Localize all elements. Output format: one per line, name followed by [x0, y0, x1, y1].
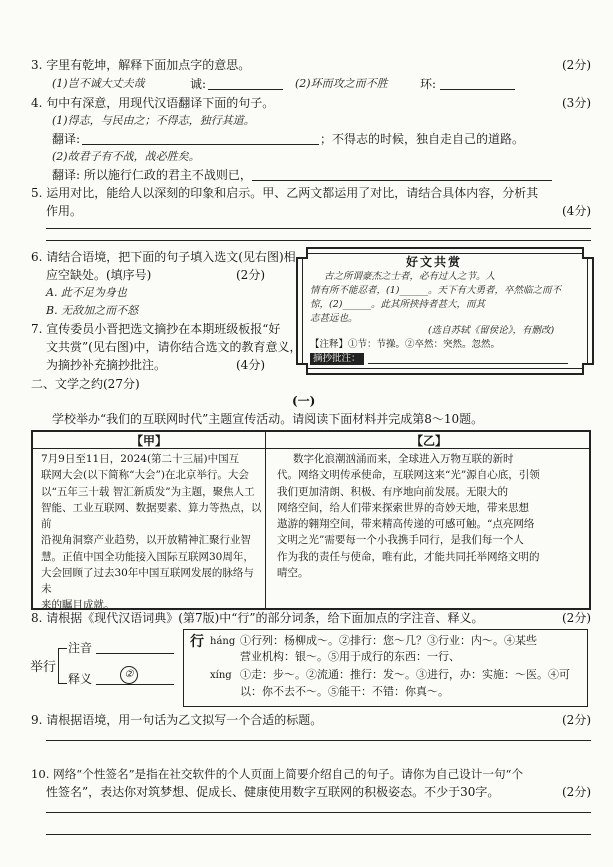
q8-def-hang-1: ①行列：杨柳成～。②排行：您～几？③行业：内～。④某些: [240, 634, 537, 647]
jia-label: 【甲】: [131, 434, 168, 448]
q7-line1: 7. 宣传委员小晋把选文摘抄在本期班级板报“好: [31, 322, 281, 336]
yi-line: 网络空间，给人们带来探索世界的奇妙天地，带来思想: [277, 501, 529, 514]
yi-line: 作为我的责任与使命，唯有此，才能共同托举网络文明的: [277, 550, 540, 563]
q10-line1: 10. 网络“个性签名”是指在社交软件的个人页面上简要介绍自己的句子。请你为自己设计一句“个: [31, 767, 524, 781]
poster-note: 【注释】①节：节操。②卒然：突然。忽然。: [310, 339, 501, 350]
q5-line1: 5. 运用对比，能给人以深刻的印象和启示。甲、乙两文都运用了对比，请结合具体内容，分析其: [31, 186, 539, 200]
q10-answer-line-1[interactable]: [46, 812, 591, 813]
q6-score: (2分): [236, 268, 265, 282]
q5-score: (4分): [562, 204, 591, 218]
q4-tail1: ；不得志的时候，独自走自己的道路。: [320, 132, 525, 146]
q8-pinyin-hang: háng: [210, 636, 236, 647]
q8-stem: 8. 请根据《现代汉语词典》(第7版)中“行”的部分词条，给下面加点的字注音、释义。: [31, 611, 484, 625]
q8-bracket: [58, 648, 67, 684]
q8-def-xing-1: ①走：步～。②流通：推行：发～。③进行，办：实施：～医。④可: [240, 668, 570, 681]
q4-blank-1[interactable]: [82, 132, 319, 145]
yi-body: [277, 451, 583, 581]
yi-line: 我们更加清朗、积极、有序地向前发展。无限大的: [277, 485, 508, 498]
q6-option-b: B. 无敌加之而不怒: [46, 304, 139, 317]
q9-score: (2分): [562, 713, 591, 727]
yi-line: 文明之光”需要每一个小我携手同行，是我们每一个人: [277, 534, 524, 547]
q8-branch-meaning: 释义: [68, 672, 93, 686]
yi-line: 代。网络文明传承使命，互联网这来“光”源自心底，引领: [277, 469, 540, 482]
q4-blank-2[interactable]: [252, 168, 552, 181]
materials-divider: [265, 432, 266, 608]
poster-comment-line[interactable]: [368, 363, 568, 364]
q8-branch-pinyin: 注音: [68, 641, 93, 655]
q7-score: (4分): [236, 358, 265, 372]
poster-corner-br: [582, 363, 594, 375]
q3-score: (2分): [562, 58, 591, 72]
q8-def-xing-2: 以：你不去不～。⑤能干：不错：你真～。: [240, 685, 449, 698]
q4-stem: 4. 句中有深意，用现代汉语翻译下面的句子。: [31, 96, 275, 110]
q4-label2: 翻译: 所以施行仁政的君主不战则已，: [52, 168, 252, 182]
q6-option-a: A. 此不足为身也: [46, 286, 127, 299]
q3-blank-1[interactable]: [208, 77, 283, 90]
part1-number: (一): [292, 394, 316, 408]
q3-item2: (2)环而攻之而不胜: [295, 77, 388, 90]
q3-stem: 3. 字里有乾坤，解释下面加点字的意思。: [31, 58, 251, 72]
q8-def-hang-2: 营业机构：银～。⑤用于成行的东西：一行、: [240, 650, 460, 663]
jia-line: 沿视角洞察产业趋势，以开放精神汇聚行业智: [41, 534, 251, 547]
materials-header-rule: [33, 448, 589, 449]
jia-body: [41, 451, 263, 614]
q8-score: (2分): [562, 611, 591, 625]
poster-source: (选自苏轼《留侯论》，有删改): [428, 325, 555, 336]
q8-root-word: 举行: [30, 660, 57, 675]
jia-line: 联网大会(以下简称“大会”)在北京举行。大会: [41, 469, 249, 482]
q4-label1: 翻译:: [52, 132, 81, 146]
q3-item1-char: 诚:: [190, 77, 207, 91]
q4-item2: (2)故君子有不战，战必胜矣。: [52, 150, 200, 163]
poster-corner-bl: [296, 363, 308, 375]
jia-line: 来的瞩目成就。: [41, 599, 115, 612]
poster-title: 好文共赏: [406, 255, 463, 269]
q3-blank-2[interactable]: [440, 77, 515, 90]
q7-line2: 文共赏”(见右图)中，请你结合选文的教育意义，: [46, 340, 302, 354]
jia-line: 智能、工业互联网、数据要素、算力等热点，以前: [41, 501, 262, 531]
q8-pinyin-blank[interactable]: [96, 641, 174, 654]
poster-line-2: 情有所不能忍者，(1)______。天下有大勇者，卒然临之而不: [310, 285, 561, 296]
poster-line-3: 惊，(2)______。此其所挟持者甚大，而其: [310, 299, 485, 310]
q6-line1: 6. 请结合语境，把下面的句子填入选文(见右图)相: [31, 250, 296, 264]
part1-intro: 学校举办“我们的互联网时代”主题宣传活动。请阅读下面材料并完成第8～10题。: [52, 412, 484, 426]
q5-answer-line-1[interactable]: [46, 228, 591, 229]
q8-dictionary-box: [183, 629, 588, 707]
q7-line3: 为摘抄补充摘抄批注。: [46, 358, 167, 372]
yi-line: 遨游的翱翔空间，带来精高传递的可感可触。“点亮网络: [277, 518, 535, 531]
q3-item2-char: 环:: [420, 77, 437, 91]
poster-line-4: 志甚远也。: [310, 313, 358, 324]
q10-answer-line-2[interactable]: [46, 834, 591, 835]
q9-stem: 9. 请根据语境，用一句话为乙文拟写一个合适的标题。: [31, 713, 323, 727]
q6-line2: 应空缺处。(填序号): [46, 268, 152, 282]
materials-box: [31, 430, 591, 610]
jia-line: 慧。正值中国全功能接入国际互联网30周年，: [41, 550, 254, 563]
poster-frame: [296, 247, 594, 375]
q3-item1: (1)岂不诚大丈夫哉: [52, 77, 145, 90]
q10-score: (2分): [562, 785, 591, 799]
q5-line2: 作用。: [46, 204, 83, 218]
q10-line2: 性签名”，表达你对筑梦想、促成长、健康使用数字互联网的积极姿态。不少于30字。: [46, 785, 500, 799]
yi-label: 【乙】: [411, 434, 448, 448]
q4-item1: (1)得志，与民由之；不得志，独行其道。: [52, 114, 255, 127]
poster-line-1: 古之所谓豪杰之士者，必有过人之节。人: [324, 271, 496, 282]
poster-corner-tl: [296, 247, 308, 259]
q8-pinyin-xing: xíng: [210, 670, 232, 681]
section2-title: 二、文学之约(27分): [31, 377, 140, 391]
q8-dict-char: 行: [190, 634, 204, 650]
jia-line: 大会回顾了过去30年中国互联网发展的脉络与未: [41, 566, 254, 596]
q9-answer-line[interactable]: [46, 740, 591, 741]
jia-line: 7月9日至11日，2024(第二十三届)中国互: [41, 453, 240, 465]
jia-line: 以“五年三十载 智汇新质发”为主题，聚焦人工: [41, 485, 255, 498]
poster-corner-tr: [582, 247, 594, 259]
poster-comment-label: 摘抄批注：: [310, 353, 364, 365]
q5-answer-line-2[interactable]: [46, 240, 591, 241]
q8-circled-answer: ②: [120, 666, 138, 684]
q4-score: (3分): [562, 96, 591, 110]
yi-line: 数字化浪潮汹涌而来，全球进入万物互联的新时: [293, 453, 514, 465]
yi-line: 晴空。: [277, 566, 309, 579]
